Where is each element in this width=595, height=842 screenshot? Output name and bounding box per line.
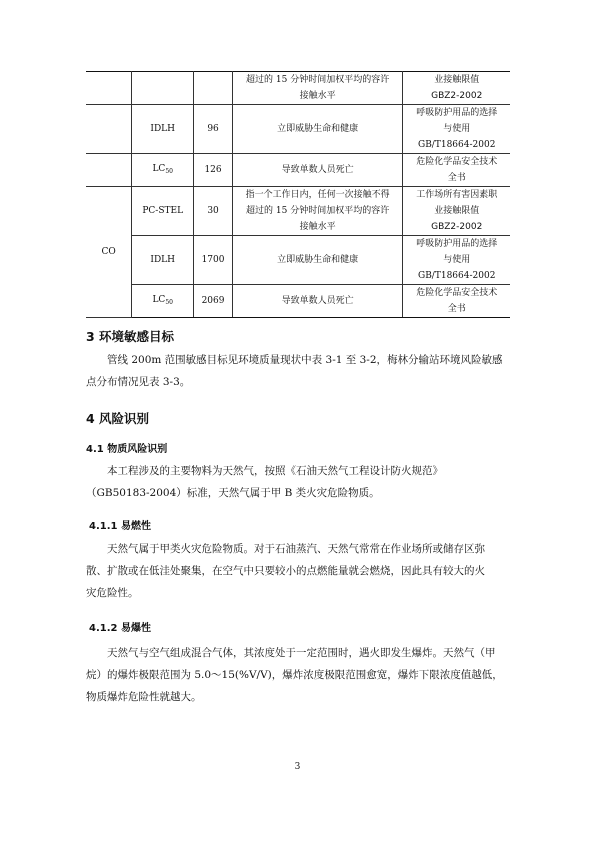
table-cell-value: 1700 [194, 236, 233, 285]
table-row [86, 154, 510, 187]
table-cell-value: 96 [194, 105, 233, 154]
table-cell-value [194, 72, 233, 105]
table-cell-indicator: IDLH [132, 105, 194, 154]
table-cell-value: 126 [194, 154, 233, 187]
section-4-1-2-paragraph [86, 642, 510, 708]
table-cell-group [86, 105, 132, 154]
paragraph-line: 管线 200m 范围敏感目标见环境质量现状中表 3-1 至 3-2，梅林分输站环境风险敏感 [107, 354, 503, 366]
paragraph-line: 本工程涉及的主要物料为天然气，按照《石油天然气工程设计防火规范》 [107, 465, 443, 477]
table-cell-source [403, 105, 510, 154]
source-line: 业接触限值 [434, 206, 480, 216]
paragraph-line: 点分布情况见表 3-3。 [86, 376, 191, 388]
section-3-paragraph [86, 349, 510, 393]
table-cell-desc [232, 187, 403, 236]
section-4-1-1-paragraph [86, 538, 510, 604]
table-cell-source [403, 236, 510, 285]
table-cell-value: 2069 [194, 285, 233, 318]
subsection-heading-4-1-1: 4.1.1 易燃性 [89, 521, 151, 532]
paragraph-line: （GB50183-2004）标准，天然气属于甲 B 类火灾危险物质。 [86, 487, 380, 499]
table-cell-indicator [132, 154, 194, 187]
indicator-main: LC [152, 163, 166, 174]
table-cell-desc: 导致单数人员死亡 [232, 154, 403, 187]
toxicity-table [86, 71, 510, 318]
table-cell-desc [232, 72, 403, 105]
table-cell-source [403, 72, 510, 105]
table-cell-indicator [132, 72, 194, 105]
paragraph-line: 天然气与空气组成混合气体，其浓度处于一定范围时，遇火即发生爆炸。天然气（甲 [107, 647, 496, 659]
paragraph-line: 灾危险性。 [86, 587, 139, 599]
indicator-subscript: 50 [165, 298, 173, 306]
table-cell-indicator [132, 285, 194, 318]
paragraph-line: 烷）的爆炸极限范围为 5.0～15(%V/V)，爆炸浓度极限范围愈宽，爆炸下限浓度值越低， [86, 669, 503, 681]
desc-line: 超过的 15 分钟时间加权平均的容许 [246, 206, 390, 216]
source-line: 业接触限值 [434, 75, 480, 85]
table-cell-value: 30 [194, 187, 233, 236]
source-line: 全书 [447, 173, 466, 183]
section-heading-3: 3 环境敏感目标 [86, 329, 175, 344]
table-cell-group [86, 154, 132, 187]
table-cell-source [403, 187, 510, 236]
table-cell-indicator: IDLH [132, 236, 194, 285]
table-cell-source [403, 154, 510, 187]
source-line: 与使用 [443, 124, 471, 134]
table-cell-desc: 立即威胁生命和健康 [232, 105, 403, 154]
table-row [86, 105, 510, 154]
subsection-heading-4-1-2: 4.1.2 易爆性 [89, 623, 151, 634]
source-line: GBZ2-2002 [431, 222, 483, 232]
source-line: 全书 [447, 304, 466, 314]
desc-line: 超过的 15 分钟时间加权平均的容许 [246, 75, 390, 85]
source-line: GB/T18664-2002 [418, 140, 496, 150]
table-cell-group: CO [86, 187, 132, 318]
section-heading-4: 4 风险识别 [86, 411, 150, 426]
source-line: GBZ2-2002 [431, 91, 483, 101]
table-row [86, 285, 510, 318]
source-line: GB/T18664-2002 [418, 271, 496, 281]
source-line: 危险化学品安全技术 [416, 157, 498, 167]
table-row [86, 72, 510, 105]
table-cell-source [403, 285, 510, 318]
table-cell-indicator: PC-STEL [132, 187, 194, 236]
table-cell-desc: 导致单数人员死亡 [232, 285, 403, 318]
section-4-1-paragraph [86, 460, 510, 504]
page-number: 3 [294, 762, 301, 772]
paragraph-line: 散、扩散或在低洼处聚集，在空气中只要较小的点燃能量就会燃烧，因此具有较大的火 [86, 565, 485, 577]
desc-line: 接触水平 [299, 91, 336, 101]
source-line: 与使用 [443, 255, 471, 265]
source-line: 工作场所有害因素职 [416, 190, 498, 200]
table-cell-desc: 立即威胁生命和健康 [232, 236, 403, 285]
table-row [86, 187, 510, 236]
desc-line: 指一个工作日内，任何一次接触不得 [245, 190, 390, 200]
indicator-main: LC [152, 294, 166, 305]
indicator-subscript: 50 [165, 167, 173, 175]
desc-line: 接触水平 [299, 222, 336, 232]
paragraph-line: 物质爆炸危险性就越大。 [86, 691, 202, 703]
subsection-heading-4-1: 4.1 物质风险识别 [86, 444, 168, 455]
table-row [86, 236, 510, 285]
source-line: 呼吸防护用品的选择 [416, 108, 498, 118]
source-line: 危险化学品安全技术 [416, 288, 498, 298]
source-line: 呼吸防护用品的选择 [416, 239, 498, 249]
paragraph-line: 天然气属于甲类火灾危险物质。对于石油蒸汽、天然气常常在作业场所或储存区弥 [107, 543, 485, 555]
table-cell-group [86, 72, 132, 105]
